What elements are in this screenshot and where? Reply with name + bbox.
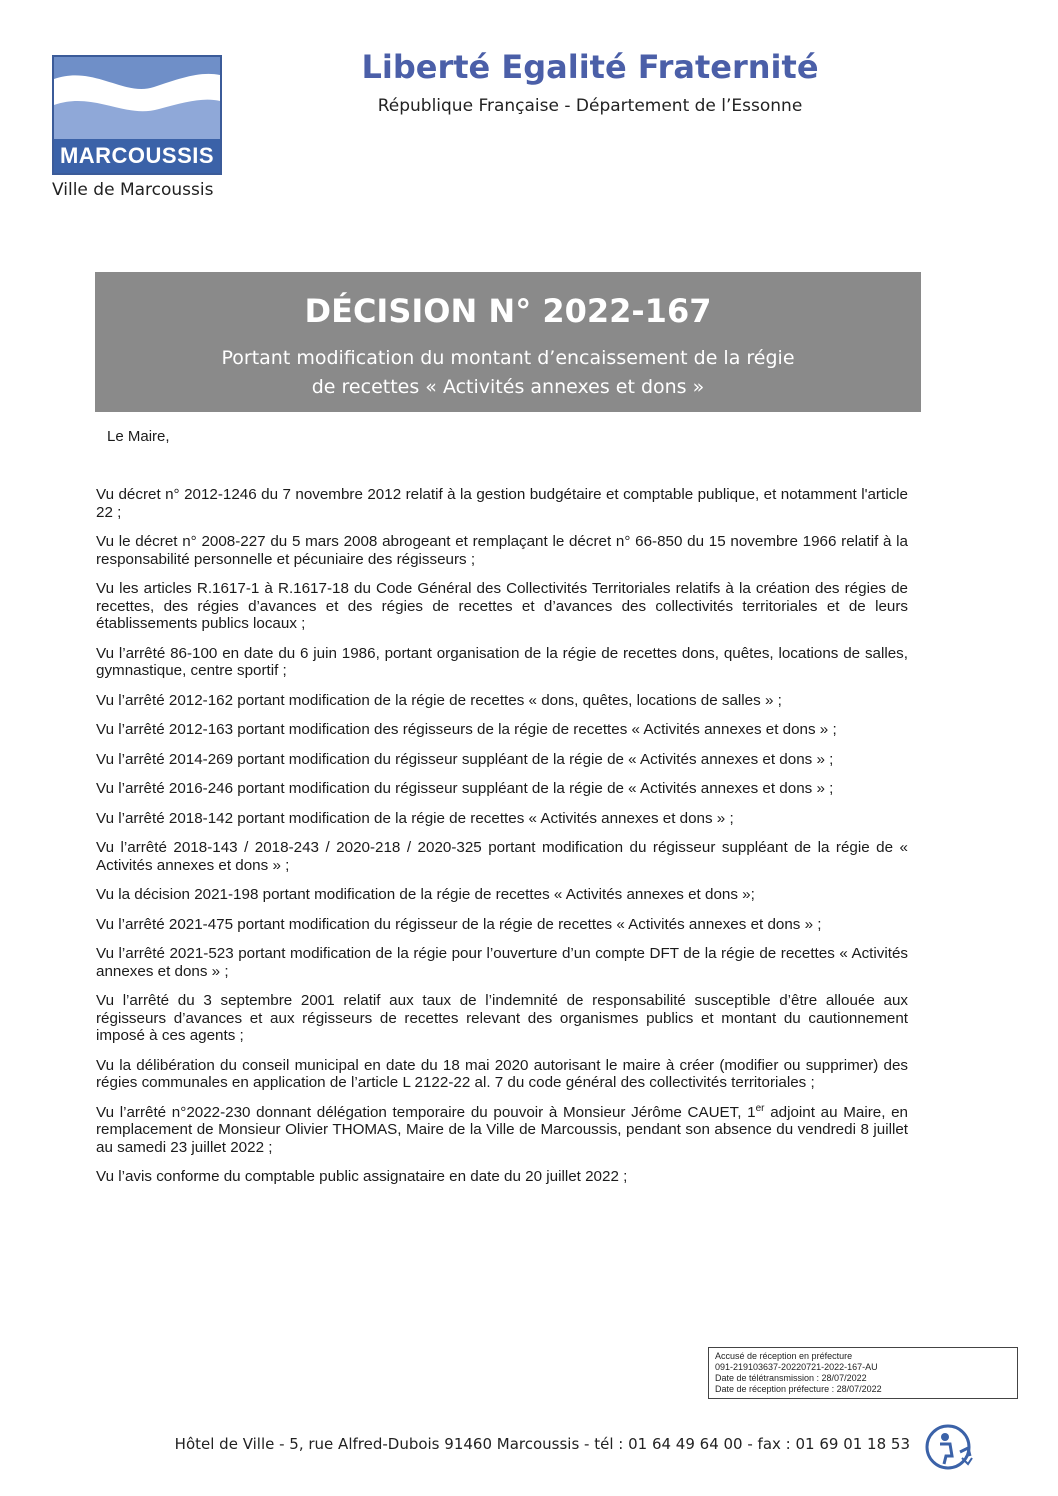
stamp-line-4: Date de réception préfecture : 28/07/2022 [715, 1384, 882, 1394]
decision-subtitle-line-1: Portant modification du montant d’encaissement de la régie [221, 347, 795, 369]
ordinal-superscript: er [755, 1102, 765, 1114]
greeting: Le Maire, [107, 428, 170, 445]
consideration-paragraph: Vu décret n° 2012-1246 du 7 novembre 2012 relatif à la gestion budgétaire et comptable publique, et notamment l'article 22 ; [96, 486, 908, 521]
consideration-paragraph: Vu le décret n° 2008-227 du 5 mars 2008 abrogeant et remplaçant le décret n° 66-850 du 15 novembre 1966 relatif à la responsabilité personnelle et pécuniaire des régisseurs ; [96, 533, 908, 568]
logo-wave-graphic [54, 57, 220, 141]
footer-address: Hôtel de Ville - 5, rue Alfred-Dubois 91460 Marcoussis - tél : 01 64 49 64 00 - fax : 01 69 01 18 53 [174, 1435, 910, 1453]
delegation-text-start: Vu l’arrêté n°2022-230 donnant délégation temporaire du pouvoir à Monsieur Jérôme CAUET, 1 [96, 1103, 756, 1121]
consideration-paragraph: Vu la décision 2021-198 portant modification de la régie de recettes « Activités annexes et dons »; [96, 886, 755, 903]
consideration-paragraph: Vu l’arrêté 2016-246 portant modification du régisseur suppléant de la régie de « Activités annexes et dons » ; [96, 780, 834, 797]
consideration-paragraph: Vu l’arrêté 2012-162 portant modification de la régie de recettes « dons, quêtes, locations de salles » ; [96, 691, 782, 709]
consideration-paragraph: Vu l’arrêté 86-100 en date du 6 juin 1986, portant organisation de la régie de recettes dons, quêtes, locations de salles, gymnastique, centre sportif ; [96, 644, 908, 679]
city-name: Ville de Marcoussis [52, 180, 214, 200]
stamp-line-2: 091-219103637-20220721-2022-167-AU [715, 1362, 878, 1372]
consideration-paragraph: Vu l’arrêté 2012-163 portant modification des régisseurs de la régie de recettes « Activités annexes et dons » ; [96, 721, 837, 738]
consideration-paragraph: Vu l’arrêté du 3 septembre 2001 relatif aux taux de l’indemnité de responsabilité susceptible d’être allouée aux régisseurs d’avances et aux régisseurs de recettes relevant des organismes publics et montant du cautionnement imposé à ces agents ; [96, 992, 908, 1044]
consideration-paragraph: Vu l’arrêté 2021-475 portant modification du régisseur de la régie de recettes « Activités annexes et dons » ; [96, 915, 822, 933]
decision-title-banner [95, 272, 921, 412]
consideration-paragraph-last: Vu l’avis conforme du comptable public assignataire en date du 20 juillet 2022 ; [96, 1168, 628, 1185]
recycling-icon [922, 1422, 978, 1472]
marcoussis-logo [52, 55, 222, 175]
prefecture-receipt-stamp [708, 1347, 1018, 1399]
delegation-text-end: adjoint au Maire, en remplacement de Monsieur Olivier THOMAS, Maire de la Ville de Marcoussis, pendant son absence du vendredi 8 juillet au samedi 23 juillet 2022 ; [96, 1103, 908, 1156]
logo-text: MARCOUSSIS [54, 139, 220, 173]
stamp-line-3: Date de télétransmission : 28/07/2022 [715, 1373, 867, 1383]
consideration-paragraph: Vu l’arrêté 2021-523 portant modification de la régie pour l’ouverture d’un compte DFT de la régie de recettes « Activités annexes et dons » ; [96, 945, 908, 980]
considerations [96, 486, 908, 1198]
consideration-paragraph: Vu l’arrêté 2014-269 portant modification du régisseur suppléant de la régie de « Activités annexes et dons » ; [96, 750, 834, 768]
motto: Liberté Egalité Fraternité [361, 48, 819, 86]
consideration-paragraph: Vu les articles R.1617-1 à R.1617-18 du Code Général des Collectivités Territoriales relatifs à la création des régies de recettes, des régies d’avances et des régies de recettes et d’avances des collectivités territoriales et de leurs établissements publics locaux ; [96, 580, 908, 632]
consideration-paragraph: Vu l’arrêté 2018-143 / 2018-243 / 2020-218 / 2020-325 portant modification du régisseur suppléant de la régie de « Activités annexes et dons » ; [96, 839, 908, 874]
decision-subtitle [155, 344, 861, 402]
republic-line: République Française - Département de l’Essonne [377, 96, 803, 116]
consideration-paragraph: Vu la délibération du conseil municipal en date du 18 mai 2020 autorisant le maire à créer (modifier ou supprimer) des régies communales en application de l’article L 2122-22 al. 7 du code général des collectivités territoriales ; [96, 1056, 908, 1091]
stamp-line-1: Accusé de réception en préfecture [715, 1351, 853, 1361]
decision-number: DÉCISION N° 2022-167 [304, 292, 712, 330]
consideration-paragraph: Vu l’arrêté 2018-142 portant modification de la régie de recettes « Activités annexes et dons » ; [96, 809, 734, 827]
delegation-paragraph [96, 1104, 908, 1157]
decision-subtitle-line-2: de recettes « Activités annexes et dons » [311, 376, 705, 398]
